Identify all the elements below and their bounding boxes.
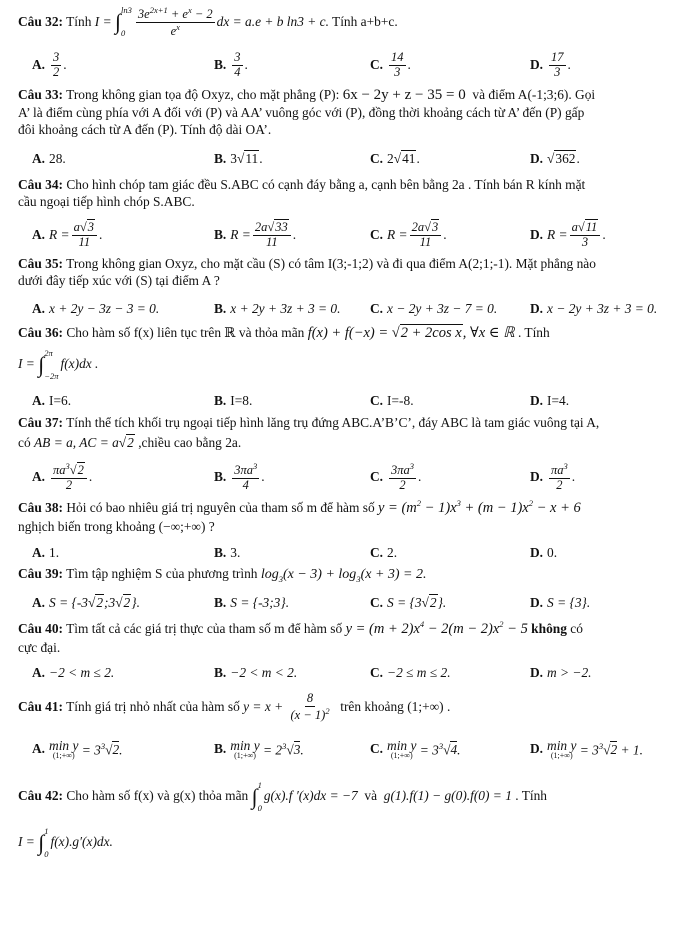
- stem-text: Tính giá trị nhỏ nhất của hàm số: [63, 699, 244, 715]
- stem-text: đôi khoảng cách từ A đến (P). Tính độ dài OA’.: [18, 121, 272, 137]
- options-38: [18, 540, 686, 566]
- integral-formula: I = ∫ 1 0 f(x).g′(x)dx.: [18, 825, 113, 860]
- option-b[interactable]: B. −2 < m < 2.: [214, 665, 298, 681]
- integral-lower-limit: 0: [257, 803, 262, 814]
- condition-integral: g(x).f ′(x)dx = −7: [263, 788, 358, 804]
- option-a[interactable]: A. 28.: [32, 151, 66, 167]
- given-lengths: AB = a, AC = a√2: [34, 435, 134, 451]
- option-d[interactable]: D. R = $\frac{a√11}{3}$ .: [530, 220, 606, 249]
- stem-text: Tính a+b+c.: [328, 13, 398, 29]
- question-34: [18, 177, 686, 211]
- option-a[interactable]: A. −2 < m ≤ 2.: [32, 665, 115, 681]
- integrand-fraction: [136, 6, 215, 39]
- condition-product: g(1).f(1) − g(0).f(0) = 1: [383, 788, 512, 804]
- question-label: Câu 37:: [18, 414, 64, 430]
- integrand-numerator: $3e^{2x+1} + e^x - 2$: [137, 4, 213, 21]
- question-41: [18, 689, 686, 727]
- stem-text: và: [357, 788, 384, 804]
- stem-text: Tìm tập nghiệm S của phương trình: [63, 566, 261, 582]
- stem-text: cực đại.: [18, 639, 61, 655]
- stem-text: . Tính: [514, 325, 550, 341]
- integral-lower-limit: 0: [121, 28, 126, 39]
- integral-sign: ∫ ln3 0: [114, 5, 132, 39]
- option-b[interactable]: B. x + 2y + 3z + 3 = 0.: [214, 300, 341, 316]
- stem-text: có: [566, 620, 583, 636]
- function-formula: y = x + $\frac{8}{(x - 1)^2}$: [243, 691, 330, 723]
- plane-equation: 6x − 2y + z − 35 = 0: [342, 87, 466, 103]
- integrand-denominator: $e^x$: [170, 21, 180, 38]
- option-a[interactable]: A. $\frac{\pi a^3√2}{2}$ .: [32, 460, 93, 492]
- question-label: Câu 41:: [18, 699, 64, 715]
- option-a[interactable]: A. S = {-3√2;3√2}.: [32, 595, 140, 611]
- option-d[interactable]: D. I=4.: [530, 393, 570, 409]
- option-b[interactable]: B. R = $\frac{2a√33}{11}$ .: [214, 220, 297, 249]
- stem-text-bold: không: [527, 620, 567, 636]
- option-b[interactable]: B. 3.: [214, 544, 241, 560]
- option-d[interactable]: D. $\frac{17}{3}$ .: [530, 49, 571, 79]
- stem-text: Hỏi có bao nhiêu giá trị nguyên của tham số m để hàm số: [63, 500, 378, 516]
- stem-text: Trong không gian tọa độ Oxyz, cho mặt phẳng (P):: [63, 87, 343, 102]
- question-38: [18, 498, 686, 536]
- options-40: [18, 661, 686, 687]
- option-d[interactable]: D. min y (1;+∞) = $3^3√2 + 1$.: [530, 738, 643, 761]
- stem-text: cầu ngoại tiếp hình chóp S.ABC.: [18, 193, 195, 209]
- stem-text: Trong không gian Oxyz, cho mặt cầu (S) có tâm I(3;-1;2) và đi qua điểm A(2;1;-1). Mặt phẳng nào: [63, 256, 596, 272]
- option-a[interactable]: A. 1.: [32, 544, 60, 560]
- option-d[interactable]: D. 0.: [530, 544, 558, 560]
- option-d[interactable]: D. $\frac{\pi a^3}{2}$ .: [530, 460, 576, 492]
- stem-text: dưới đây tiếp xúc với (S) tại điểm A ?: [18, 273, 220, 289]
- stem-text: và điểm A(-1;3;6). Gọi: [465, 87, 596, 102]
- option-b[interactable]: B. $\frac{3\pi a^3}{4}$ .: [214, 460, 265, 492]
- question-39: [18, 566, 686, 585]
- options-32: [18, 46, 686, 84]
- stem-text: Cho hình chóp tam giác đều S.ABC có cạnh đáy bằng a, cạnh bên bằng 2a . Tính bán R kính mặt: [63, 176, 586, 192]
- option-c[interactable]: C. min y (1;+∞) = $3^3√4$.: [370, 738, 461, 761]
- stem-text: trên khoảng (1;+∞) .: [333, 699, 451, 715]
- integral-upper-limit: 1: [257, 779, 262, 790]
- option-c[interactable]: C. S = {3√2}.: [370, 595, 447, 611]
- stem-text: có: [18, 435, 34, 451]
- option-c[interactable]: C. $\frac{3\pi a^3}{2}$ .: [370, 460, 422, 492]
- integral-result: dx = a.e + b ln3 + c.: [216, 13, 329, 29]
- stem-text: . Tính: [511, 788, 547, 804]
- option-c[interactable]: C. −2 ≤ m ≤ 2.: [370, 665, 451, 681]
- log-equation: $\log_3(x - 3) + \log_3(x + 3) = 2$.: [260, 567, 427, 585]
- option-a[interactable]: A. x + 2y − 3z − 3 = 0.: [32, 300, 160, 316]
- stem-text: nghịch biến trong khoảng (−∞;+∞) ?: [18, 519, 215, 535]
- question-label: Câu 39:: [18, 566, 64, 582]
- question-40: [18, 619, 686, 657]
- question-label: Câu 40:: [18, 620, 64, 636]
- question-33: [18, 86, 686, 139]
- options-33: [18, 147, 686, 173]
- options-39: [18, 591, 686, 617]
- stem-text: Cho hàm số f(x) và g(x) thỏa mãn: [63, 788, 252, 804]
- question-label: Câu 34:: [18, 176, 64, 192]
- option-d[interactable]: D. S = {3}.: [530, 595, 591, 611]
- options-34: [18, 216, 686, 254]
- stem-text: Tìm tất cả các giá trị thực của tham số m để hàm số: [63, 620, 346, 636]
- option-c[interactable]: C. 2.: [370, 544, 398, 560]
- option-c[interactable]: C. 2√41.: [370, 151, 420, 167]
- integral-formula: I = ∫ ln3 0 $\frac{3e^{2x+1} + e^x - 2}{e^x}$ dx = a.e + b ln3 + c.: [94, 4, 329, 39]
- integral-formula: I = ∫ 2π −2π f(x)dx .: [18, 347, 99, 381]
- integral-lower-limit: −2π: [44, 370, 59, 381]
- options-35: [18, 296, 686, 322]
- options-37: [18, 458, 686, 496]
- function-formula: $y = (m + 2)x^4 - 2(m - 2)x^2 - 5$: [345, 618, 528, 637]
- option-d[interactable]: D. x − 2y + 3z + 3 = 0.: [530, 300, 658, 316]
- option-c[interactable]: C. I=-8.: [370, 393, 414, 409]
- question-label: Câu 38:: [18, 500, 64, 516]
- stem-text: ,chiều cao bằng 2a.: [134, 435, 242, 451]
- integral-sign: ∫ 1 0: [251, 779, 262, 814]
- question-42: [18, 777, 686, 863]
- question-label: Câu 33:: [18, 87, 64, 102]
- stem-text: A’ là điểm cùng phía với A đối với (P) và AA’ vuông góc với (P), đồng thời khoảng cách từ A’ đến (P) gấp: [18, 104, 585, 120]
- question-36: [18, 324, 686, 384]
- question-32: [18, 2, 686, 46]
- function-formula: $y = (m^2 - 1)x^3 + (m - 1)x^2 - x + 6$: [378, 498, 581, 517]
- option-c[interactable]: C. x − 2y + 3z − 7 = 0.: [370, 300, 498, 316]
- integral-upper-limit: ln3: [121, 5, 132, 15]
- option-c[interactable]: C. R = $\frac{2a√3}{11}$ .: [370, 220, 447, 249]
- option-a[interactable]: A. min y (1;+∞) = $3^3√2$.: [32, 738, 123, 761]
- option-b[interactable]: B. $\frac{3}{4}$ .: [214, 49, 248, 79]
- question-label: Câu 36:: [18, 325, 64, 341]
- option-d[interactable]: D. m > −2.: [530, 665, 592, 681]
- condition-formula: f(x) + f(−x) = √2 + 2cos x, ∀x ∈ ℝ: [307, 325, 515, 342]
- option-a[interactable]: A. $\frac{3}{2}$ .: [32, 49, 67, 79]
- option-b[interactable]: B. S = {-3;3}.: [214, 595, 290, 611]
- question-37: [18, 415, 686, 453]
- option-a[interactable]: A. R = $\frac{a√3}{11}$ .: [32, 220, 103, 249]
- options-41: [18, 731, 686, 769]
- option-b[interactable]: B. I=8.: [214, 393, 253, 409]
- stem-text: Tính thể tích khối trụ ngoại tiếp hình lăng trụ đứng ABC.A’B’C’, đáy ABC là tam giác vuông tại A,: [63, 414, 600, 430]
- options-36: [18, 389, 686, 415]
- option-b[interactable]: B. 3√11.: [214, 151, 263, 167]
- integral-upper-limit: 2π: [44, 347, 53, 358]
- stem-text: Cho hàm số f(x) liên tục trên ℝ và thỏa mãn: [63, 325, 308, 341]
- question-label: Câu 32:: [18, 13, 64, 29]
- stem-text: Tính: [63, 13, 95, 29]
- option-a[interactable]: A. I=6.: [32, 393, 72, 409]
- option-c[interactable]: C. $\frac{14}{3}$ .: [370, 49, 411, 79]
- question-label: Câu 35:: [18, 256, 64, 272]
- option-b[interactable]: B. min y (1;+∞) = $2^3√3$.: [214, 738, 304, 761]
- option-d[interactable]: D. √362.: [530, 151, 580, 167]
- question-label: Câu 42:: [18, 788, 64, 804]
- question-35: [18, 256, 686, 290]
